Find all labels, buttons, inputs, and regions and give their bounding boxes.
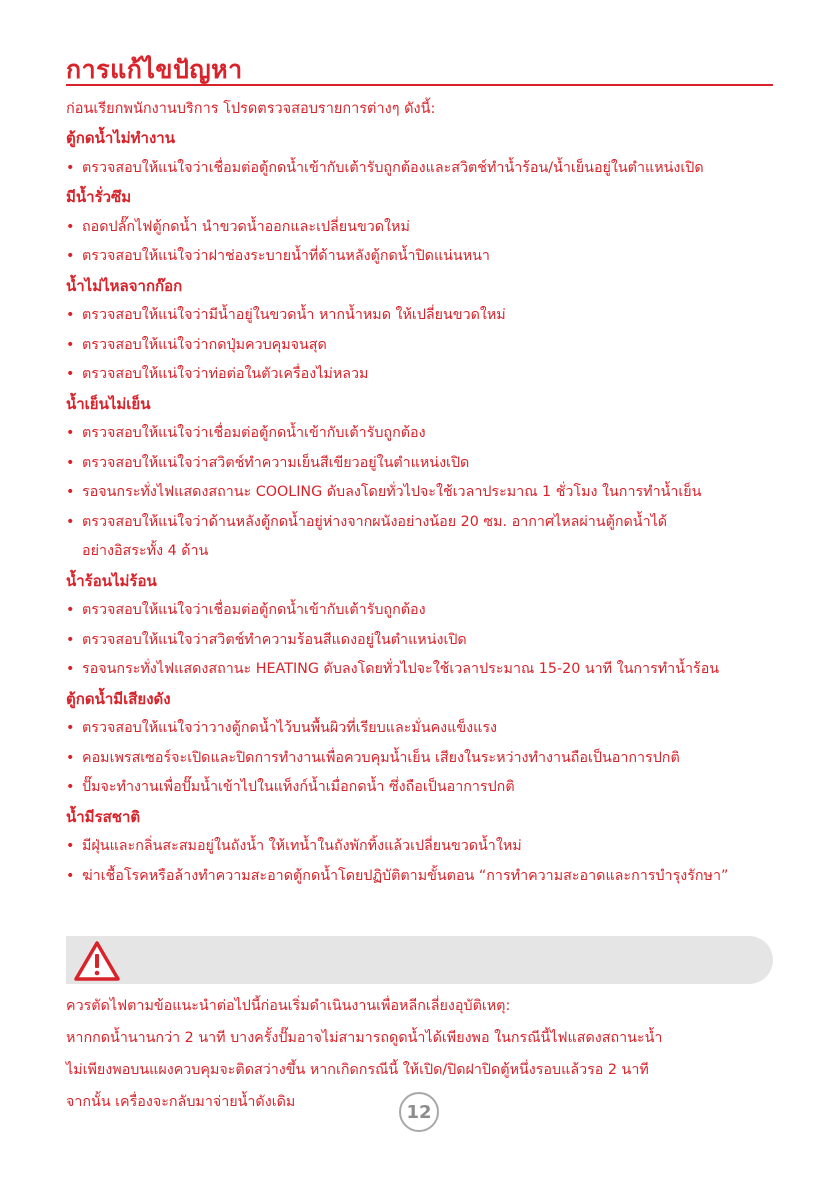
- section-heading: น้ำเย็นไม่เย็น: [66, 394, 151, 413]
- section-heading: ตู้กดน้ำไม่ทำงาน: [66, 129, 175, 147]
- list-item: [66, 744, 773, 774]
- list-item: [66, 862, 773, 892]
- section: [66, 803, 773, 892]
- bullet-icon: •: [66, 484, 75, 500]
- section: [66, 390, 773, 567]
- section: [66, 685, 773, 803]
- bullet-icon: •: [66, 454, 75, 471]
- bullet-icon: •: [66, 661, 75, 677]
- list-item: [66, 154, 773, 184]
- section: [66, 124, 773, 183]
- section-heading: น้ำมีรสชาติ: [66, 807, 141, 826]
- section: [66, 183, 773, 272]
- section: [66, 567, 773, 685]
- section-heading: ตู้กดน้ำมีเสียงดัง: [66, 689, 171, 708]
- warning-line: หากกดน้ำนานกว่า 2 นาที บางครั้งปั๊มอาจไม่สามารถดูดน้ำได้เพียงพอ ในกรณีนี้ไฟแสดงสถานะน้ำ: [66, 1030, 663, 1046]
- bullet-icon: •: [66, 425, 75, 441]
- list-item-text: ตรวจสอบให้แน่ใจว่าสวิตช์ทำความร้อนสีแดงอยู่ในตำแหน่งเปิด: [82, 631, 467, 648]
- list-item: [66, 331, 773, 361]
- bullet-icon: •: [66, 336, 75, 353]
- list-item: [66, 478, 773, 508]
- warning-triangle-icon: [72, 939, 122, 983]
- bullet-icon: •: [66, 218, 75, 235]
- list-item: [66, 714, 773, 744]
- warning-line: ไม่เพียงพอบนแผงควบคุมจะติดสว่างขึ้น หากเกิดกรณีนี้ ให้เปิด/ปิดฝาปิดตู้หนึ่งรอบแล้วรอ 2 นาที: [66, 1062, 649, 1078]
- section: [66, 272, 773, 390]
- page-title: การแก้ไขปัญหา: [66, 55, 243, 84]
- list-item: [66, 360, 773, 390]
- list-item-text: มีฝุ่นและกลิ่นสะสมอยู่ในถังน้ำ ให้เทน้ำในถังพักทิ้งแล้วเปลี่ยนขวดน้ำใหม่: [82, 838, 522, 854]
- title-divider: [66, 84, 773, 86]
- warning-line: จากนั้น เครื่องจะกลับมาจ่ายน้ำดังเดิม: [66, 1094, 296, 1110]
- list-item: [66, 301, 773, 331]
- warning-line: ควรตัดไฟตามข้อแนะนำต่อไปนี้ก่อนเริ่มดำเนินงานเพื่อหลีกเลี่ยงอุบัติเหตุ:: [66, 998, 511, 1014]
- list-item-text: อย่างอิสระทั้ง 4 ด้าน: [82, 543, 209, 559]
- troubleshooting-content: [66, 94, 773, 891]
- list-item-text: ตรวจสอบให้แน่ใจว่าท่อต่อในตัวเครื่องไม่หลวม: [82, 366, 369, 382]
- list-item: [66, 626, 773, 656]
- list-item: [66, 449, 773, 479]
- list-item-text: รอจนกระทั่งไฟแสดงสถานะ HEATING ดับลงโดยทั่วไปจะใช้เวลาประมาณ 15-20 นาที ในการทำน้ำร้อน: [82, 661, 720, 677]
- bullet-icon: •: [66, 307, 75, 323]
- intro-text: ก่อนเรียกพนักงานบริการ โปรดตรวจสอบรายการต่างๆ ดังนี้:: [66, 101, 436, 117]
- section-heading: มีน้ำรั่วซึม: [66, 188, 132, 206]
- list-item-text: ตรวจสอบให้แน่ใจว่าสวิตช์ทำความเย็นสีเขียวอยู่ในตำแหน่งเปิด: [82, 454, 470, 471]
- list-item-text: คอมเพรสเซอร์จะเปิดและปิดการทำงานเพื่อควบคุมน้ำเย็น เสียงในระหว่างทำงานถือเป็นอาการปกติ: [82, 749, 680, 766]
- bullet-icon: •: [66, 366, 75, 382]
- list-item: [66, 596, 773, 626]
- list-item-text: ถอดปลั๊กไฟตู้กดน้ำ นำขวดน้ำออกและเปลี่ยนขวดใหม่: [82, 218, 410, 235]
- list-item-text: ตรวจสอบให้แน่ใจว่าวางตู้กดน้ำไว้บนพื้นผิวที่เรียบและมั่นคงแข็งแรง: [82, 720, 497, 736]
- list-item-text: ตรวจสอบให้แน่ใจว่าเชื่อมต่อตู้กดน้ำเข้ากับเต้ารับถูกต้อง: [82, 425, 426, 441]
- bullet-icon: •: [66, 749, 75, 766]
- list-item-text: รอจนกระทั่งไฟแสดงสถานะ COOLING ดับลงโดยทั่วไปจะใช้เวลาประมาณ 1 ชั่วโมง ในการทำน้ำเย็น: [82, 484, 702, 500]
- list-item-text: ตรวจสอบให้แน่ใจว่ามีน้ำอยู่ในขวดน้ำ หากน้ำหมด ให้เปลี่ยนขวดใหม่: [82, 307, 506, 323]
- list-item-text: ปั๊มจะทำงานเพื่อปั๊มน้ำเข้าไปในแท็งก์น้ำเมื่อกดน้ำ ซึ่งถือเป็นอาการปกติ: [82, 779, 515, 795]
- bullet-icon: •: [66, 838, 75, 854]
- list-item: [66, 213, 773, 243]
- list-item-text: ตรวจสอบให้แน่ใจว่าเชื่อมต่อตู้กดน้ำเข้ากับเต้ารับถูกต้อง: [82, 602, 426, 618]
- bullet-icon: •: [66, 779, 75, 795]
- bullet-icon: •: [66, 602, 75, 618]
- list-item: [66, 242, 773, 272]
- bullet-icon: •: [66, 720, 75, 736]
- bullet-icon: •: [66, 867, 75, 884]
- list-item-text: ตรวจสอบให้แน่ใจว่าเชื่อมต่อตู้กดน้ำเข้ากับเต้ารับถูกต้องและสวิตช์ทำน้ำร้อน/น้ำเย็นอยู่ในตำแหน่งเปิด: [82, 159, 704, 176]
- bullet-icon: •: [66, 513, 75, 530]
- troubleshooting-sections: [66, 124, 773, 891]
- list-item: [66, 508, 773, 567]
- bullet-icon: •: [66, 631, 75, 648]
- list-item-text: ตรวจสอบให้แน่ใจว่าฝาช่องระบายน้ำที่ด้านหลังตู้กดน้ำปิดแน่นหนา: [82, 248, 490, 264]
- list-item: [66, 419, 773, 449]
- list-item-text: ตรวจสอบให้แน่ใจว่าด้านหลังตู้กดน้ำอยู่ห่างจากผนังอย่างน้อย 20 ซม. อากาศไหลผ่านตู้กดน้ำได้: [82, 513, 668, 530]
- bullet-icon: •: [66, 248, 75, 264]
- bullet-icon: •: [66, 159, 75, 176]
- list-item-text: ฆ่าเชื้อโรคหรือล้างทำความสะอาดตู้กดน้ำโดยปฏิบัติตามขั้นตอน “การทำความสะอาดและการบำรุงรักษา”: [82, 867, 729, 884]
- section-heading: น้ำร้อนไม่ร้อน: [66, 571, 157, 590]
- page-number: 12: [399, 1092, 439, 1132]
- list-item: [66, 655, 773, 685]
- list-item: [66, 832, 773, 862]
- warning-banner: [66, 936, 773, 984]
- list-item: [66, 773, 773, 803]
- list-item-text: ตรวจสอบให้แน่ใจว่ากดปุ่มควบคุมจนสุด: [82, 336, 327, 353]
- section-heading: น้ำไม่ไหลจากก๊อก: [66, 276, 183, 295]
